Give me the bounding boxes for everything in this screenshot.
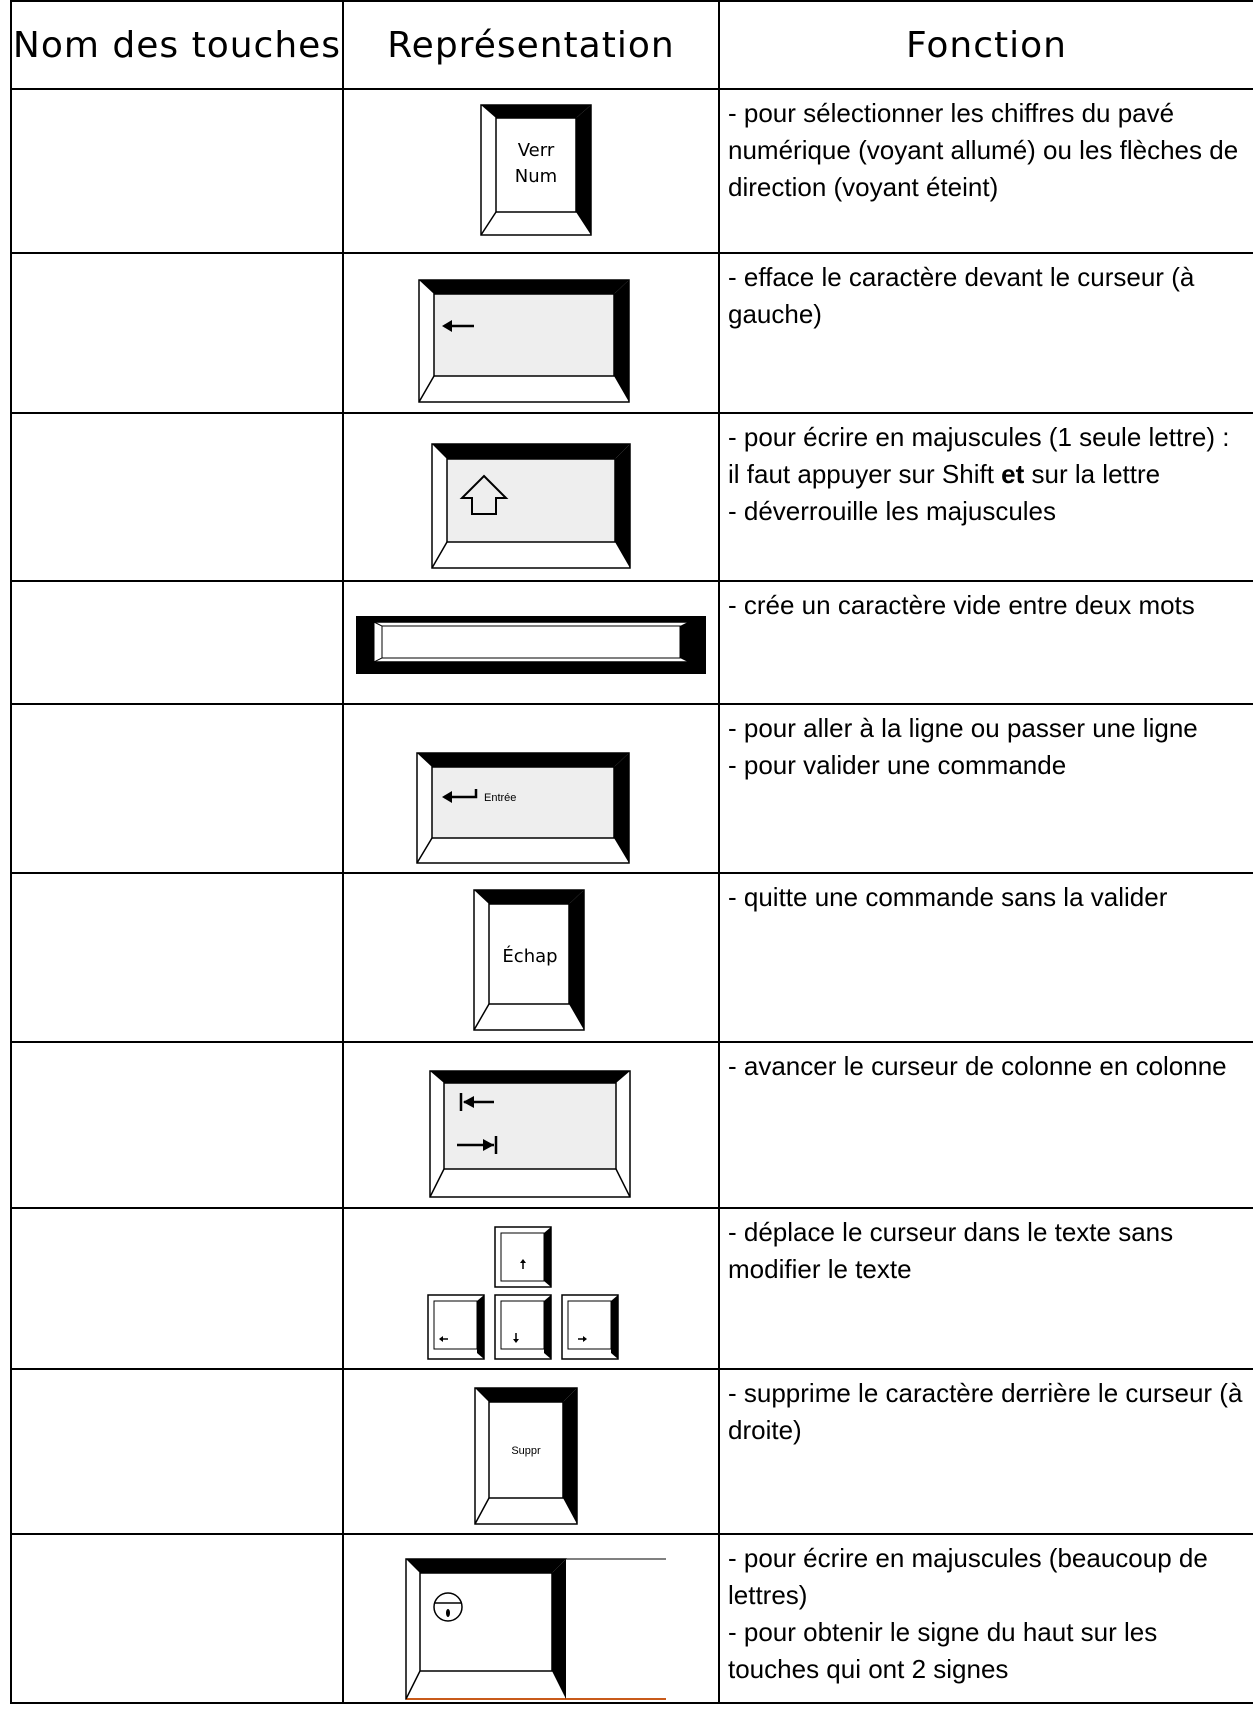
representation-cell [343,704,719,873]
key-label-echap: Échap [502,946,558,967]
table-header-row [11,1,1253,89]
table-row [11,1369,1253,1534]
arrow-key-up [495,1227,551,1287]
keyboard-keys-table-page [10,0,1253,1719]
representation-cell [343,873,719,1042]
key-name-cell [11,1042,343,1208]
arrow-keys-icon [344,1209,720,1368]
header-key-name: Nom des touches [11,1,343,89]
function-cell [719,1369,1253,1534]
caps-lock-key [344,1535,720,1702]
function-cell [719,704,1253,873]
table-row [11,89,1253,253]
tab-key [344,1043,720,1207]
function-text: - pour valider une commande [728,750,1067,780]
key-name-cell [11,581,343,704]
key-label-num: Num [514,166,558,187]
representation-cell [343,1534,719,1703]
representation-cell [343,413,719,581]
function-cell [719,873,1253,1042]
keyboard-keys-table [10,0,1253,1704]
function-text: - avancer le curseur de colonne en colonne [728,1051,1227,1081]
delete-key [344,1370,720,1533]
table-row [11,704,1253,873]
function-text: - pour sélectionner les chiffres du pavé numérique (voyant allumé) ou les flèches de direction (voyant éteint) [728,98,1239,202]
key-name-cell [11,1208,343,1369]
function-text: - pour aller à la ligne ou passer une ligne [728,713,1198,743]
function-cell [719,89,1253,253]
table-row [11,413,1253,581]
representation-cell [343,1208,719,1369]
function-text: - supprime le caractère derrière le curseur (à droite) [728,1378,1243,1445]
function-cell [719,413,1253,581]
function-text: - déverrouille les majuscules [728,496,1057,526]
arrow-key-right [562,1295,618,1359]
table-row [11,253,1253,413]
verr-num-key [344,90,720,252]
key-name-cell [11,89,343,253]
function-cell [719,253,1253,413]
header-representation: Représentation [343,1,719,89]
escape-key [344,874,720,1041]
key-name-cell [11,873,343,1042]
function-text: - déplace le curseur dans le texte sans modifier le texte [728,1217,1174,1284]
table-row [11,1208,1253,1369]
header-function: Fonction [719,1,1253,89]
key-name-cell [11,704,343,873]
function-cell [719,1534,1253,1703]
function-text: - crée un caractère vide entre deux mots [728,590,1195,620]
function-text: - pour obtenir le signe du haut sur les touches qui ont 2 signes [728,1617,1158,1684]
function-cell [719,1042,1253,1208]
function-text: - pour écrire en majuscules (beaucoup de lettres) [728,1543,1208,1610]
function-text-bold: et [1001,459,1025,489]
representation-cell [343,1042,719,1208]
table-row [11,1042,1253,1208]
shift-key [344,414,720,580]
table-row [11,1534,1253,1703]
representation-cell [343,581,719,704]
arrow-key-down [495,1295,551,1359]
table-row [11,873,1253,1042]
arrow-key-left [428,1295,484,1359]
representation-cell [343,253,719,413]
enter-key [344,705,720,872]
function-text: - efface le caractère devant le curseur (à gauche) [728,262,1195,329]
representation-cell [343,89,719,253]
key-label-suppr: Suppr [511,1445,541,1457]
function-cell [719,1208,1253,1369]
key-name-cell [11,1534,343,1703]
key-label-verr: Verr [517,140,555,161]
backspace-key [344,254,720,412]
function-text: - pour écrire en majuscules (1 seule lettre) : il faut appuyer sur Shift [728,422,1230,489]
key-name-cell [11,413,343,581]
function-cell [719,581,1253,704]
table-row [11,581,1253,704]
function-text: sur la lettre [1024,459,1161,489]
representation-cell [343,1369,719,1534]
key-name-cell [11,1369,343,1534]
key-label-entree: Entrée [484,792,517,804]
key-name-cell [11,253,343,413]
function-text: - quitte une commande sans la valider [728,882,1168,912]
space-bar-key [344,582,720,703]
